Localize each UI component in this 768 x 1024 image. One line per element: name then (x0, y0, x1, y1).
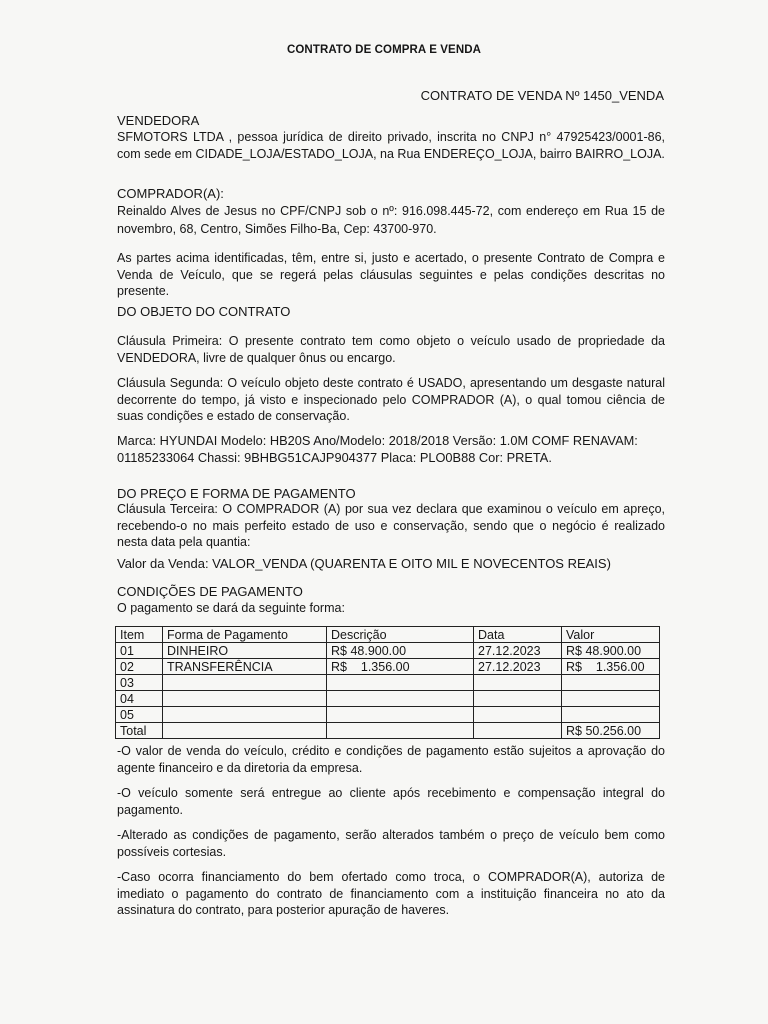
cell-description: R$ 1.356.00 (327, 659, 474, 675)
vehicle-line-2: 01185233064 Chassi: 9BHBG51CAJP904377 Placa: PLO0B88 Cor: PRETA. (117, 450, 552, 465)
cell-description (327, 675, 474, 691)
parties-text: As partes acima identificadas, têm, entre si, justo e acertado, o presente Contrato de Compra e Venda de Veículo, que se regerá pelas cláusulas seguintes e pelas condições descritas no presente. (117, 251, 665, 298)
buyer-text: Reinaldo Alves de Jesus no CPF/CNPJ sob o nº: 916.098.445-72, com endereço em Rua 15 de novembro, 68, Centro, Simões Filho-Ba, Cep: 43700-970. (117, 204, 665, 236)
cell-value: R$ 48.900.00 (562, 643, 660, 659)
cell-value (562, 675, 660, 691)
cell-item: 04 (116, 691, 163, 707)
price-heading: DO PREÇO E FORMA DE PAGAMENTO (117, 486, 356, 501)
payment-table (115, 626, 660, 739)
cell-description: R$ 48.900.00 (327, 643, 474, 659)
table-row (116, 675, 660, 691)
conditions-intro: O pagamento se dará da seguinte forma: (117, 601, 345, 615)
vehicle-line-1: Marca: HYUNDAI Modelo: HB20S Ano/Modelo: 2018/2018 Versão: 1.0M COMF RENAVAM: (117, 433, 638, 448)
cell-method (163, 723, 327, 739)
cell-item: 05 (116, 707, 163, 723)
cell-date: 27.12.2023 (474, 659, 562, 675)
cell-method: TRANSFERÊNCIA (163, 659, 327, 675)
header-date: Data (474, 627, 562, 643)
cell-method: DINHEIRO (163, 643, 327, 659)
cell-item: Total (116, 723, 163, 739)
sale-value: Valor da Venda: VALOR_VENDA (QUARENTA E OITO MIL E NOVECENTOS REAIS) (117, 556, 611, 571)
cell-date (474, 707, 562, 723)
header-value: Valor (562, 627, 660, 643)
document-title: CONTRATO DE COMPRA E VENDA (286, 44, 482, 56)
seller-heading: VENDEDORA (117, 113, 200, 128)
note-delivery: -O veículo somente será entregue ao cliente após recebimento e compensação integral do pagamento. (117, 786, 665, 817)
object-heading: DO OBJETO DO CONTRATO (117, 304, 291, 319)
cell-value: R$ 1.356.00 (562, 659, 660, 675)
note-financial-approval: -O valor de venda do veículo, crédito e condições de pagamento estão sujeitos a aprovação do agente financeiro e da diretoria da empresa. (117, 744, 665, 775)
cell-description (327, 691, 474, 707)
cell-method (163, 675, 327, 691)
clause-third: Cláusula Terceira: O COMPRADOR (A) por sua vez declara que examinou o veículo em apreço, recebendo-o no mais perfeito estado de uso e conservação, sendo que o negócio é realizado nesta data pela quantia: (117, 502, 665, 549)
cell-description (327, 707, 474, 723)
cell-method (163, 691, 327, 707)
cell-item: 02 (116, 659, 163, 675)
header-payment-method: Forma de Pagamento (163, 627, 327, 643)
contract-number: CONTRATO DE VENDA Nº 1450_VENDA (420, 88, 664, 103)
cell-item: 03 (116, 675, 163, 691)
cell-date (474, 675, 562, 691)
cell-description (327, 723, 474, 739)
cell-item: 01 (116, 643, 163, 659)
cell-value (562, 691, 660, 707)
conditions-heading: CONDIÇÕES DE PAGAMENTO (117, 584, 303, 599)
cell-method (163, 707, 327, 723)
clause-first: Cláusula Primeira: O presente contrato tem como objeto o veículo usado de propriedade da VENDEDORA, livre de qualquer ônus ou encargo. (117, 334, 665, 365)
cell-value (562, 707, 660, 723)
table-row (116, 643, 660, 659)
table-header-row (116, 627, 660, 643)
buyer-heading: COMPRADOR(A): (117, 186, 224, 201)
header-description: Descrição (327, 627, 474, 643)
note-conditions-change: -Alterado as condições de pagamento, serão alterados também o preço de veículo bem como possíveis cortesias. (117, 828, 665, 859)
table-row (116, 659, 660, 675)
cell-date (474, 691, 562, 707)
cell-date: 27.12.2023 (474, 643, 562, 659)
note-financing: -Caso ocorra financiamento do bem ofertado como troca, o COMPRADOR(A), autoriza de imediato o pagamento do contrato de financiamento com a instituição financeira no ato da assinatura do contrato, para posterior apuração de haveres. (117, 870, 665, 917)
cell-total-value: R$ 50.256.00 (562, 723, 660, 739)
cell-date (474, 723, 562, 739)
table-total-row (116, 723, 660, 739)
seller-text: SFMOTORS LTDA , pessoa jurídica de direito privado, inscrita no CNPJ n° 47925423/0001-86, com sede em CIDADE_LOJA/ESTADO_LOJA, na Rua ENDEREÇO_LOJA, bairro BAIRRO_LOJA. (117, 130, 665, 161)
header-item: Item (116, 627, 163, 643)
clause-second: Cláusula Segunda: O veículo objeto deste contrato é USADO, apresentando um desgaste natural decorrente do tempo, já visto e inspecionado pelo COMPRADOR (A), o qual tomou ciência de suas condições e estado de conservação. (117, 376, 665, 423)
table-row (116, 707, 660, 723)
table-row (116, 691, 660, 707)
